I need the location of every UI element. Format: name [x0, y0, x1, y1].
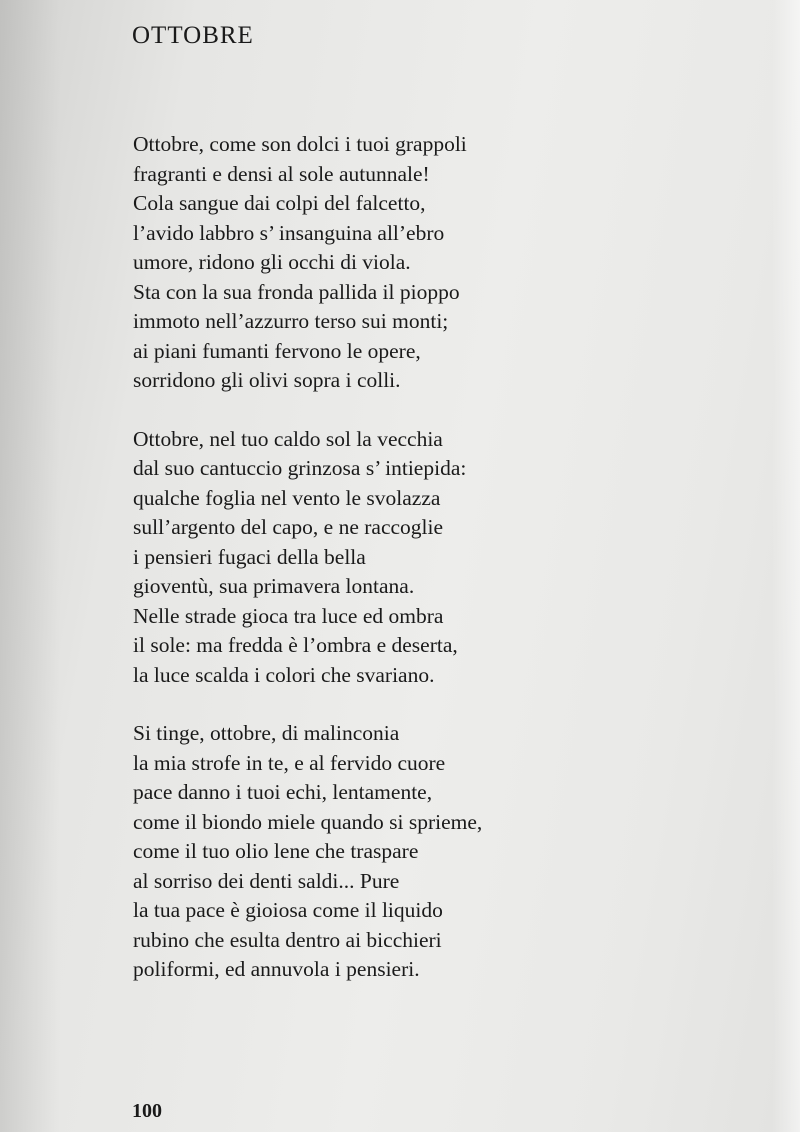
poem-line: la luce scalda i colori che svariano. — [133, 662, 435, 687]
poem-line: Ottobre, nel tuo caldo sol la vecchia — [133, 426, 443, 451]
poem-line: gioventù, sua primavera lontana. — [133, 574, 415, 598]
stanza-1 — [133, 130, 753, 396]
poem-body — [133, 130, 753, 1014]
poem-line: Si tinge, ottobre, di malinconia — [133, 721, 400, 745]
poem-line: i pensieri fugaci della bella — [133, 544, 366, 569]
poem-line: ai piani fumanti fervono le opere, — [133, 338, 421, 363]
poem-line: umore, ridono gli occhi di viola. — [133, 250, 411, 274]
poem-line: l’avido labbro s’ insanguina all’ebro — [133, 220, 445, 245]
poem-line: Ottobre, come son dolci i tuoi grappoli — [133, 132, 467, 156]
page-edge — [772, 0, 800, 1132]
page-shadow — [0, 0, 60, 1132]
poem-title: OTTOBRE — [132, 22, 254, 49]
poem-line: Nelle strade gioca tra luce ed ombra — [133, 603, 444, 628]
poem-line: Cola sangue dai colpi del falcetto, — [133, 191, 426, 215]
poem-line: la tua pace è gioiosa come il liquido — [133, 898, 443, 922]
poem-line: come il biondo miele quando si sprieme, — [133, 809, 483, 834]
poem-line: dal suo cantuccio grinzosa s’ intiepida: — [133, 456, 467, 480]
poem-line: Sta con la sua fronda pallida il pioppo — [133, 279, 460, 304]
stanza-3 — [133, 719, 753, 985]
stanza-2 — [133, 425, 753, 691]
poem-line: sull’argento del capo, e ne raccoglie — [133, 515, 444, 539]
poem-line: pace danno i tuoi echi, lentamente, — [133, 780, 433, 804]
poem-line: fragranti e densi al sole autunnale! — [133, 161, 430, 186]
poem-line: rubino che esulta dentro ai bicchieri — [133, 927, 442, 952]
poem-line: poliformi, ed annuvola i pensieri. — [133, 957, 420, 981]
poem-line: qualche foglia nel vento le svolazza — [133, 485, 441, 510]
poem-line: la mia strofe in te, e al fervido cuore — [133, 750, 446, 775]
poem-line: come il tuo olio lene che traspare — [133, 839, 419, 863]
poem-line: sorridono gli olivi sopra i colli. — [133, 368, 401, 392]
poem-line: al sorriso dei denti saldi... Pure — [133, 868, 400, 893]
page-number: 100 — [132, 1100, 162, 1122]
poem-line: il sole: ma fredda è l’ombra e deserta, — [133, 633, 458, 657]
poem-line: immoto nell’azzurro terso sui monti; — [133, 309, 449, 333]
